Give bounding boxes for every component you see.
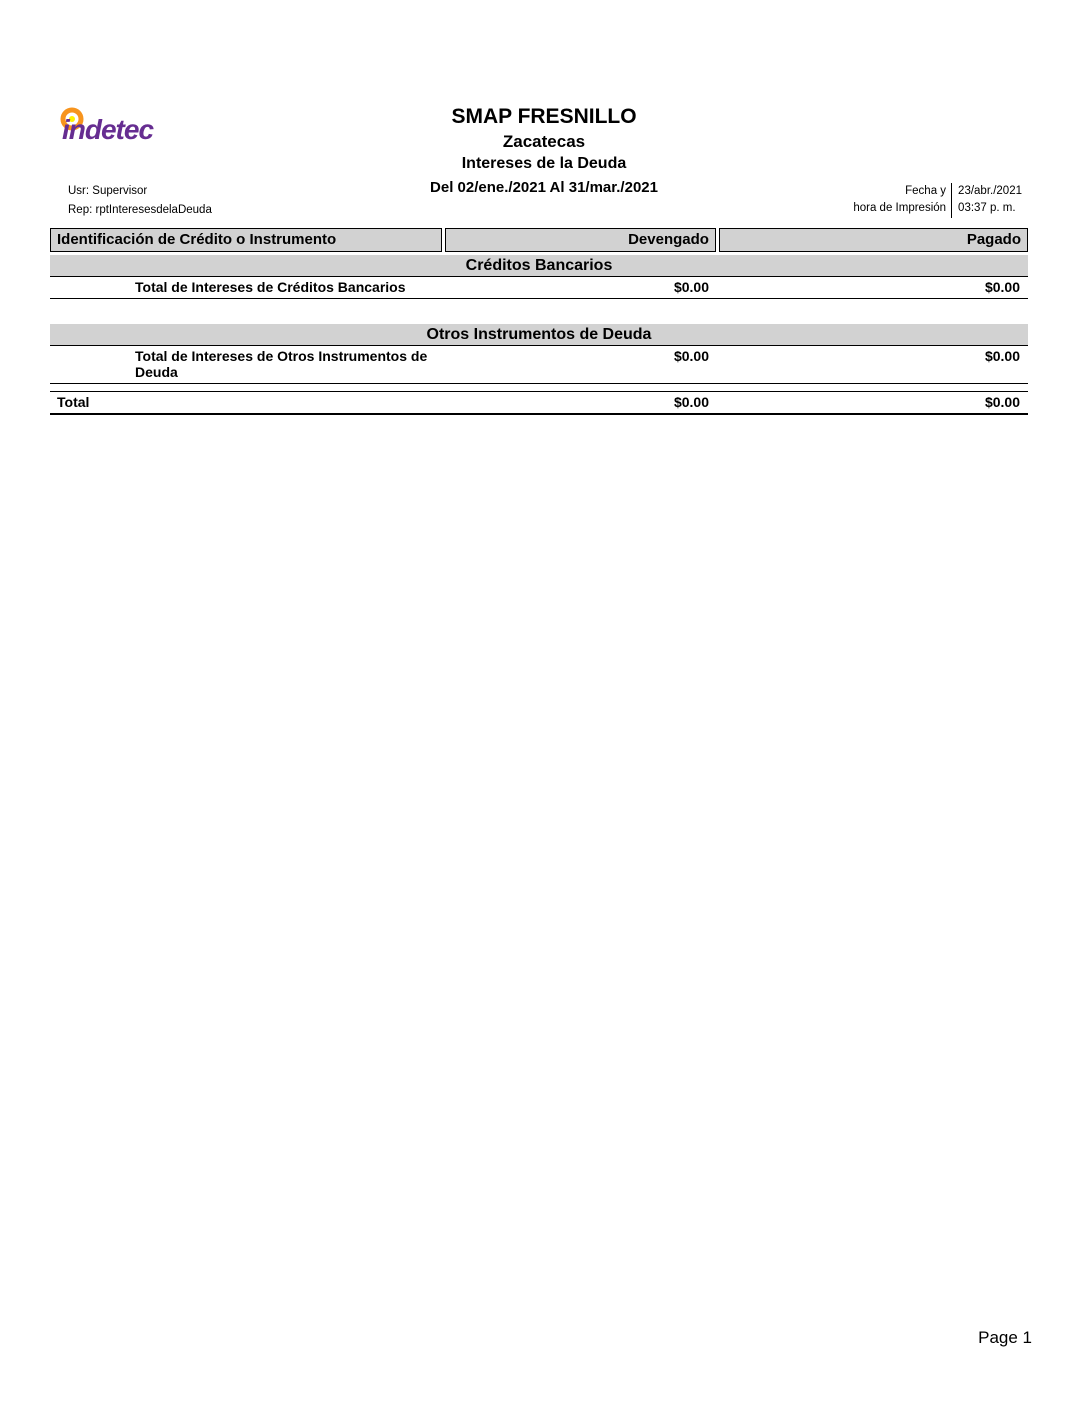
total-label: Total: [57, 394, 90, 410]
section-spacer: [50, 299, 1028, 321]
col-header-identificacion: Identificación de Crédito o Instrumento: [50, 228, 442, 252]
row-pagado: $0.00: [984, 279, 1020, 295]
section-header-creditos-bancarios: Créditos Bancarios: [50, 255, 1028, 276]
table-row-otros-total: [50, 345, 1028, 384]
user-info: [68, 182, 212, 220]
print-label-1: Fecha y: [905, 185, 947, 197]
print-info: [853, 183, 1022, 218]
total-pagado: $0.00: [984, 394, 1020, 410]
total-spacer: [50, 384, 1028, 391]
report-title: Intereses de la Deuda: [461, 155, 627, 172]
logo-text: indetec: [62, 114, 154, 145]
table-header-row: [50, 228, 1028, 252]
report-period: Del 02/ene./2021 Al 31/mar./2021: [430, 179, 658, 196]
user-label: Usr: Supervisor: [68, 185, 148, 197]
col-header-devengado: Devengado: [445, 228, 716, 252]
total-devengado: $0.00: [673, 394, 709, 410]
print-info-labels: [853, 183, 951, 218]
table-row-grand-total: [50, 391, 1028, 415]
table-row-creditos-total: [50, 276, 1028, 299]
print-info-values: [951, 183, 1022, 218]
row-devengado: $0.00: [673, 348, 709, 364]
row-pagado: $0.00: [984, 348, 1020, 364]
print-time: 03:37 p. m.: [958, 202, 1016, 215]
row-label: Total de Intereses de Otros Instrumentos de Deuda: [135, 348, 428, 380]
entity-state: Zacatecas: [502, 132, 586, 151]
report-label: Rep: rptInteresesdelaDeuda: [68, 203, 212, 216]
entity-title: SMAP FRESNILLO: [451, 105, 637, 128]
print-label-2: hora de Impresión: [853, 202, 947, 215]
col-header-pagado: Pagado: [719, 228, 1028, 252]
print-date: 23/abr./2021: [958, 185, 1022, 197]
page-number: Page 1: [978, 1328, 1032, 1347]
row-label: Total de Intereses de Créditos Bancarios: [135, 279, 406, 295]
section-header-otros-instrumentos: Otros Instrumentos de Deuda: [50, 324, 1028, 345]
row-devengado: $0.00: [673, 279, 709, 295]
interest-table: [50, 228, 1028, 415]
